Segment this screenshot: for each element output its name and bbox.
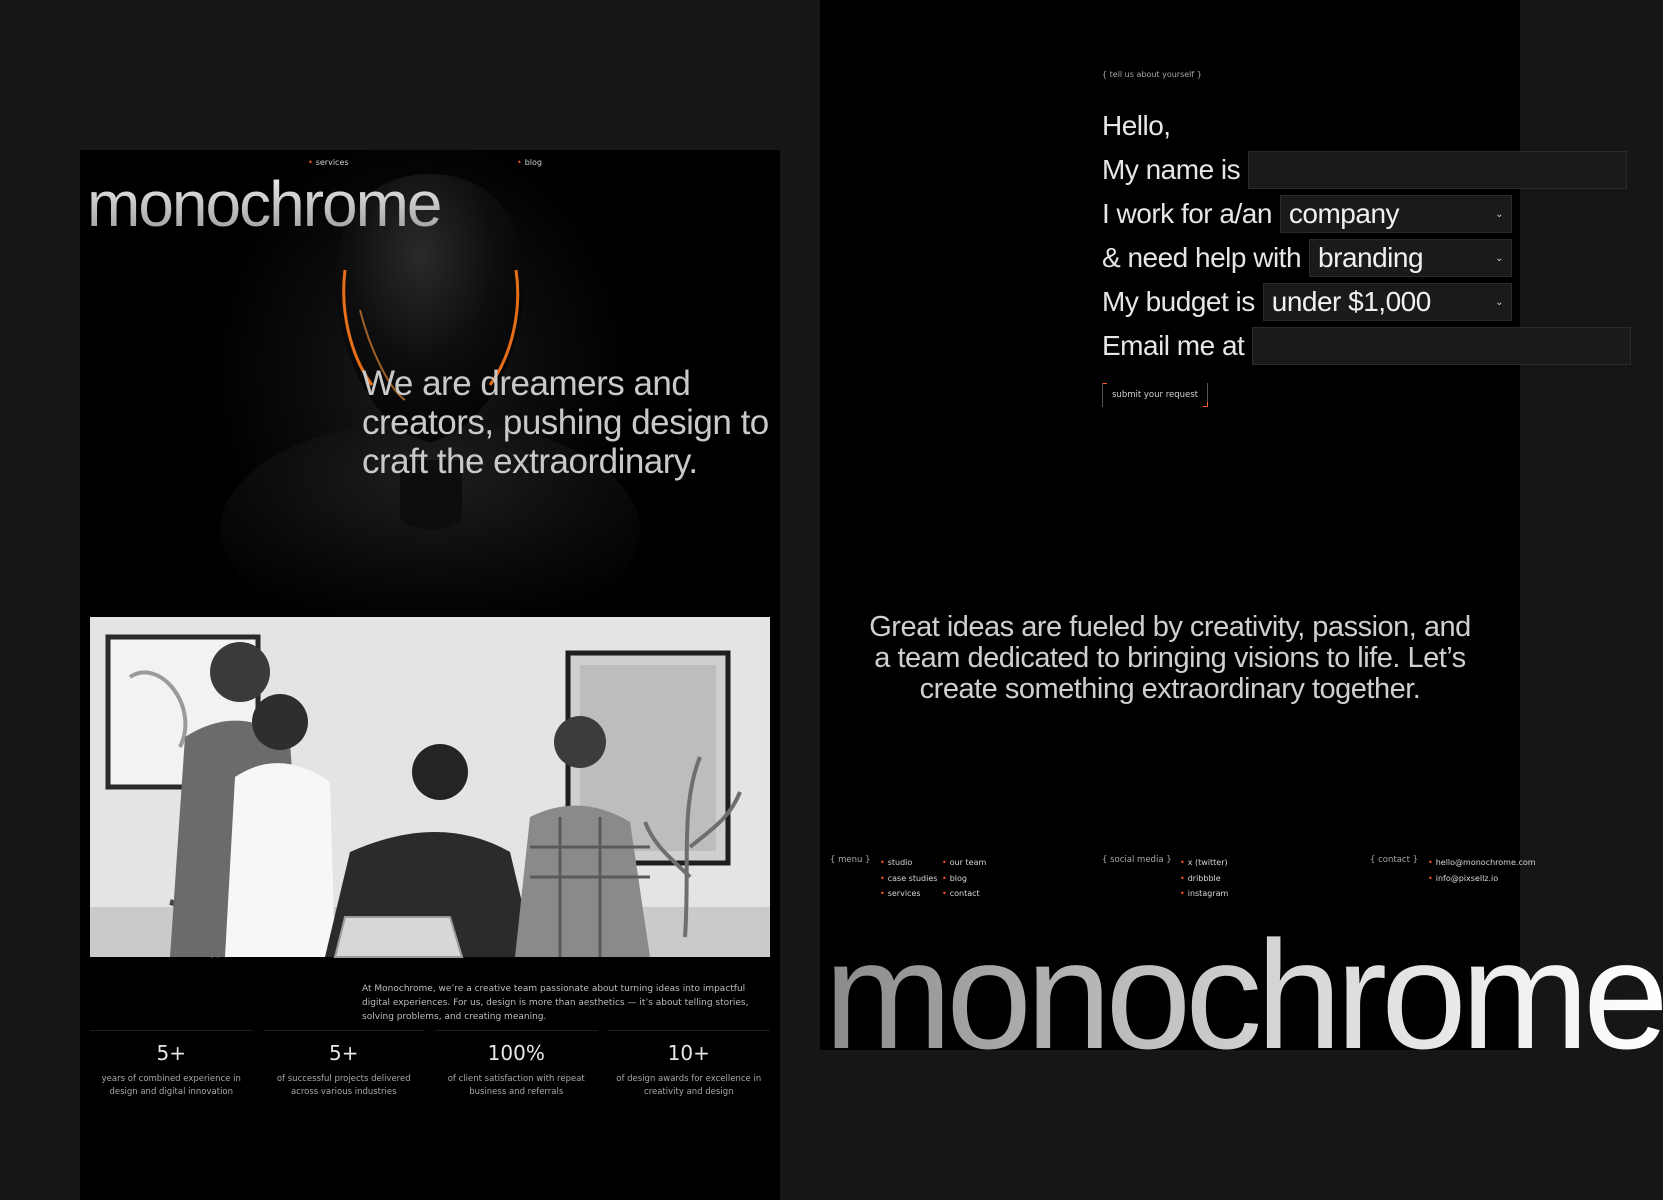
- intro-paragraph: At Monochrome, we’re a creative team passionate about turning ideas into impactful digital experiences. For us, design is more than aesthetics — it’s about telling stories, solving problems, and creating meaning.: [362, 984, 749, 1022]
- footer-link-case-studies[interactable]: [880, 871, 937, 887]
- email-label: Email me at: [1102, 330, 1245, 361]
- footer-link-label: studio: [887, 858, 913, 867]
- stat-value: 10+: [667, 1041, 710, 1065]
- stat-value: 5+: [329, 1041, 359, 1065]
- nav-link-blog[interactable]: [517, 158, 542, 167]
- organization-type-value: company: [1288, 198, 1400, 229]
- name-input[interactable]: [1248, 151, 1627, 189]
- stats-row: [90, 1030, 770, 1099]
- footer-email-info[interactable]: [1428, 871, 1536, 887]
- footer-menu-heading: { menu }: [830, 855, 871, 865]
- budget-value: under $1,000: [1271, 286, 1431, 317]
- footer-link-label: blog: [949, 873, 967, 883]
- footer-link-label: info@pixsellz.io: [1435, 873, 1499, 883]
- stat-item: [435, 1030, 598, 1099]
- help-row: [1102, 236, 1512, 280]
- hero-tagline: We are dreamers and creators, pushing design to craft the extraordinary.: [362, 364, 769, 481]
- footer-link-label: services: [887, 889, 921, 898]
- bullet-dot: •: [517, 158, 522, 167]
- footer-link-our-team[interactable]: [942, 855, 986, 871]
- footer-link-instagram[interactable]: [1180, 886, 1228, 902]
- stat-label: years of combined experience in design and digital innovation: [101, 1074, 241, 1097]
- work-label: I work for a/an: [1102, 198, 1272, 229]
- bullet-dot: •: [1180, 858, 1185, 867]
- stat-value: 5+: [156, 1041, 186, 1065]
- footer-brand-wordmark: monochrome: [824, 909, 1663, 1081]
- closing-statement: Great ideas are fueled by creativity, passion, and a team dedicated to bringing visions to life. Let’s create something extraordinary together.: [869, 611, 1471, 705]
- stat-item: [263, 1030, 426, 1099]
- stat-label: of design awards for excellence in creativity and design: [616, 1074, 762, 1097]
- name-label: My name is: [1102, 154, 1241, 185]
- hero-section: [80, 150, 780, 610]
- greeting-row: [1102, 104, 1512, 148]
- footer-link-label: hello@monochrome.com: [1435, 858, 1536, 867]
- nav-link-services[interactable]: [308, 158, 349, 167]
- service-value: branding: [1318, 242, 1424, 273]
- contact-page-panel: [820, 0, 1663, 1081]
- bullet-dot: •: [308, 158, 313, 167]
- bullet-dot: •: [942, 889, 947, 898]
- footer-menu-column-2: [942, 855, 986, 902]
- bullet-dot: •: [942, 873, 947, 883]
- brand-logo[interactable]: monochrome: [87, 168, 441, 240]
- nav-link-label: services: [315, 158, 349, 167]
- footer-link-twitter[interactable]: [1180, 855, 1228, 871]
- help-label: & need help with: [1102, 242, 1302, 273]
- stat-label: of client satisfaction with repeat business and referrals: [447, 1074, 585, 1097]
- footer-link-label: dribbble: [1187, 873, 1221, 883]
- footer-link-services[interactable]: [880, 886, 937, 902]
- footer-link-contact[interactable]: [942, 886, 986, 902]
- stat-value: 100%: [487, 1041, 545, 1065]
- stat-item: [608, 1030, 771, 1099]
- footer-menu-column-1: [880, 855, 937, 902]
- footer-link-label: our team: [949, 858, 987, 867]
- organization-type-select[interactable]: [1280, 195, 1512, 233]
- service-select[interactable]: [1309, 239, 1512, 277]
- bullet-dot: •: [880, 858, 885, 867]
- footer-link-label: case studies: [887, 873, 938, 883]
- bullet-dot: •: [880, 873, 885, 883]
- team-photo: [90, 617, 770, 957]
- nav-link-label: blog: [524, 158, 542, 167]
- greeting-text: Hello,: [1102, 110, 1171, 141]
- email-row: [1102, 324, 1512, 368]
- contact-form: [1102, 104, 1512, 368]
- footer-link-label: instagram: [1187, 889, 1229, 898]
- bullet-dot: •: [1180, 889, 1185, 898]
- budget-select[interactable]: [1263, 283, 1512, 321]
- work-row: [1102, 192, 1512, 236]
- landing-page-panel: [80, 150, 780, 1200]
- submit-request-button[interactable]: [1102, 383, 1208, 407]
- form-eyebrow: { tell us about yourself }: [1102, 70, 1202, 79]
- footer-contact-heading: { contact }: [1370, 855, 1419, 865]
- team-photo-illustration: [90, 617, 770, 957]
- stat-item: [90, 1030, 253, 1099]
- bullet-dot: •: [942, 858, 947, 867]
- footer-link-label: x (twitter): [1187, 858, 1228, 867]
- bullet-dot: •: [1180, 873, 1185, 883]
- footer-contact-list: [1428, 855, 1536, 886]
- bracket-corner: [1102, 383, 1107, 407]
- footer-link-dribbble[interactable]: [1180, 871, 1228, 887]
- stat-label: of successful projects delivered across various industries: [276, 1074, 411, 1097]
- footer-email-hello[interactable]: [1428, 855, 1536, 871]
- bullet-dot: •: [1428, 858, 1433, 867]
- footer-link-studio[interactable]: [880, 855, 937, 871]
- chevron-down-icon: ⌄: [1495, 252, 1503, 264]
- name-row: [1102, 148, 1512, 192]
- submit-label: submit your request: [1112, 390, 1199, 400]
- budget-label: My budget is: [1102, 286, 1255, 317]
- bracket-corner: [1203, 402, 1208, 407]
- email-input[interactable]: [1252, 327, 1631, 365]
- footer-link-blog[interactable]: [942, 871, 986, 887]
- chevron-down-icon: ⌄: [1495, 296, 1503, 308]
- footer-link-label: contact: [949, 889, 980, 898]
- footer-social-heading: { social media }: [1102, 855, 1172, 865]
- chevron-down-icon: ⌄: [1495, 208, 1503, 220]
- bullet-dot: •: [1428, 873, 1433, 883]
- bullet-dot: •: [880, 889, 885, 898]
- budget-row: [1102, 280, 1512, 324]
- footer-social-list: [1180, 855, 1228, 902]
